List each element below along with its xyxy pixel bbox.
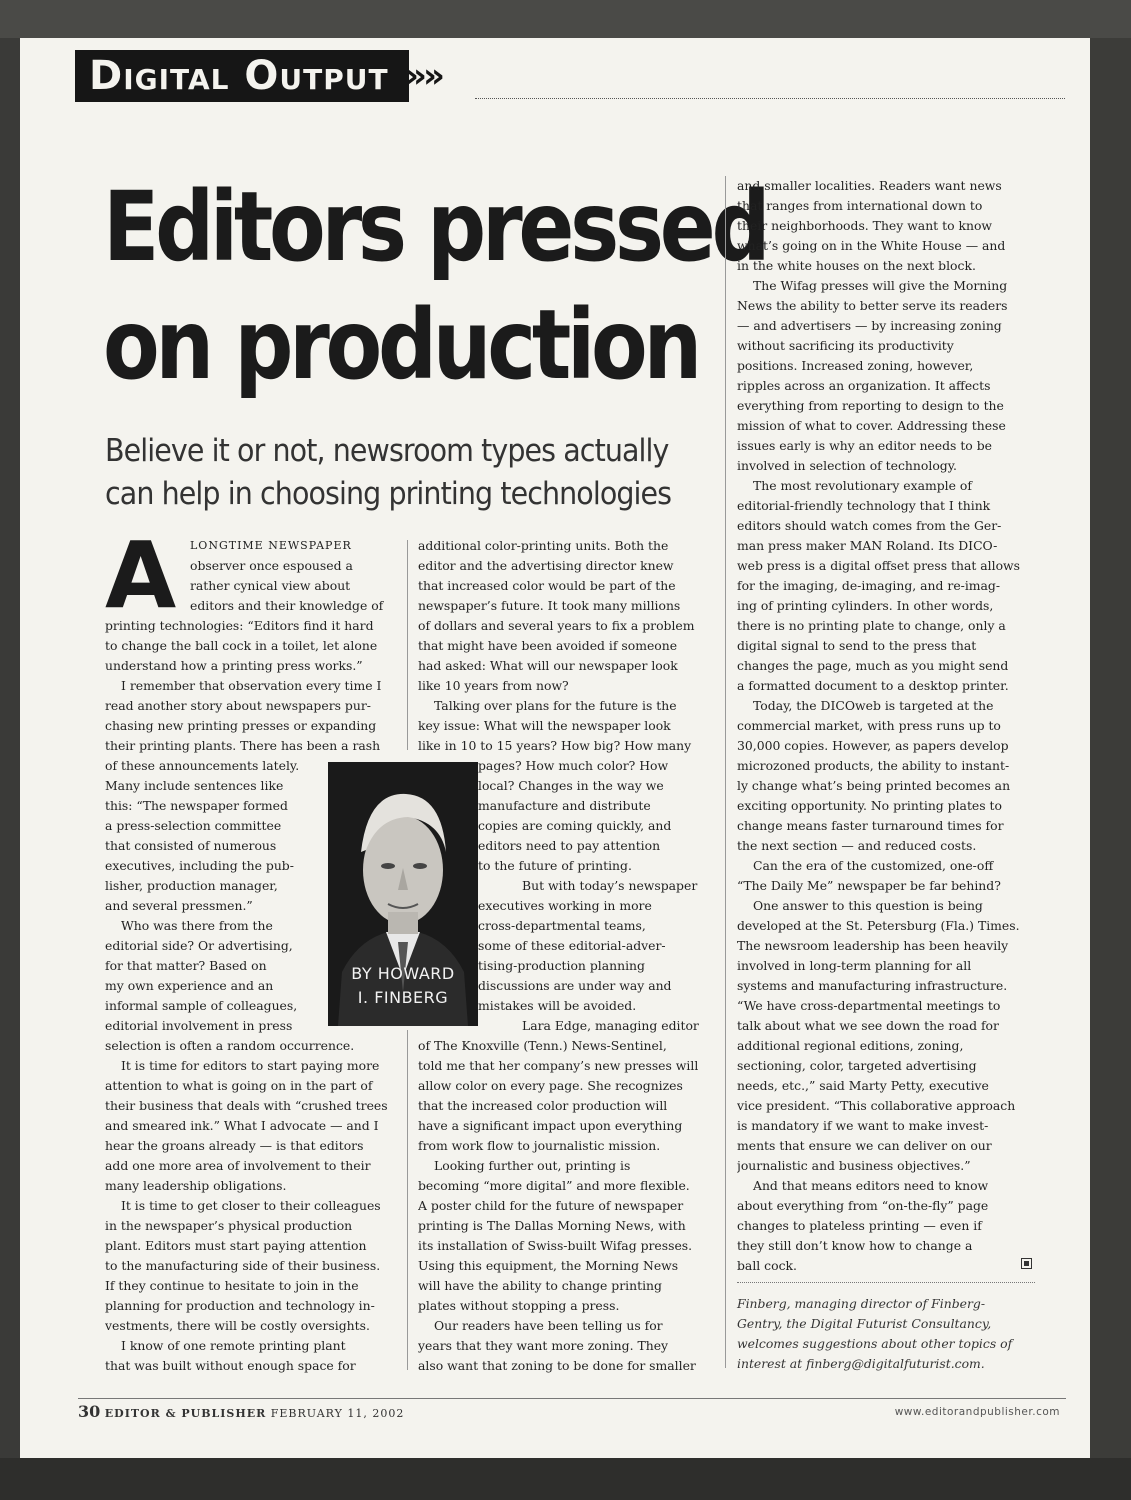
text-line: many leadership obligations.	[105, 1178, 287, 1193]
drop-cap: A	[105, 522, 177, 629]
text-line: involved in long-term planning for all	[737, 958, 972, 973]
text-line: will have the ability to change printing	[418, 1278, 662, 1293]
text-line: digital signal to send to the press that	[737, 638, 977, 653]
text-line: manufacture and distribute	[478, 798, 651, 813]
text-line: One answer to this question is being	[753, 898, 983, 913]
text-line: read another story about newspapers pur-	[105, 698, 371, 713]
text-line: from work flow to journalistic mission.	[418, 1138, 661, 1153]
text-line: Talking over plans for the future is the	[434, 698, 677, 713]
byline	[328, 962, 478, 1010]
text-line: ly change what’s being printed becomes an	[737, 778, 1011, 793]
text-line: about everything from “on-the-fly” page	[737, 1198, 989, 1213]
text-line: Our readers have been telling us for	[434, 1318, 663, 1333]
text-line: change means faster turnaround times for	[737, 818, 1004, 833]
text-line: exciting opportunity. No printing plates to	[737, 798, 1002, 813]
text-line: I remember that observation every time I	[121, 678, 382, 693]
text-line: The Wifag presses will give the Morning	[753, 278, 1008, 293]
text-line: editors and their knowledge of	[190, 598, 384, 613]
text-line: talk about what we see down the road for	[737, 1018, 999, 1033]
scan-border-right	[1090, 38, 1131, 1458]
text-line: ripples across an organization. It affects	[737, 378, 991, 393]
text-line: they still don’t know how to change a	[737, 1238, 973, 1253]
text-line: cross-departmental teams,	[478, 918, 646, 933]
text-line: understand how a printing press works.”	[105, 658, 363, 673]
text-line: — and advertisers — by increasing zoning	[737, 318, 1002, 333]
text-line: and several pressmen.”	[105, 898, 253, 913]
text-line: developed at the St. Petersburg (Fla.) Times.	[737, 918, 1020, 933]
text-line: without sacrificing its productivity	[737, 338, 954, 353]
footer-rule	[78, 1398, 1066, 1399]
text-line: executives working in more	[478, 898, 652, 913]
text-line: ball cock.	[737, 1258, 797, 1273]
text-line: of The Knoxville (Tenn.) News-Sentinel,	[418, 1038, 667, 1053]
text-line: executives, including the pub-	[105, 858, 294, 873]
text-line: web press is a digital offset press that allows	[737, 558, 1021, 573]
byline-line-2: I. FINBERG	[357, 988, 449, 1007]
text-line: issues early is why an editor needs to be	[737, 438, 992, 453]
text-line: a press-selection committee	[105, 818, 282, 833]
deck-line-2: can help in choosing printing technologies	[105, 476, 672, 512]
text-line: commercial market, with press runs up to	[737, 718, 1001, 733]
text-line: rather cynical view about	[190, 578, 351, 593]
text-line: years that they want more zoning. They	[418, 1338, 669, 1353]
text-line: its installation of Swiss-built Wifag presses.	[418, 1238, 693, 1253]
text-line: additional regional editions, zoning,	[737, 1038, 964, 1053]
end-mark-icon	[1021, 1258, 1032, 1269]
bio-line: Gentry, the Digital Futurist Consultancy,	[737, 1316, 992, 1331]
text-line: plates without stopping a press.	[418, 1298, 620, 1313]
headline-line-1: Editors pressed	[103, 171, 767, 283]
text-line: mistakes will be avoided.	[478, 998, 637, 1013]
text-line: attention to what is going on in the part of	[105, 1078, 373, 1093]
text-line: systems and manufacturing infrastructure.	[737, 978, 1008, 993]
text-line: my own experience and an	[105, 978, 274, 993]
deck	[105, 430, 675, 516]
scan-border-bottom	[0, 1458, 1131, 1500]
text-line: a formatted document to a desktop printer.	[737, 678, 1009, 693]
text-line: “We have cross-departmental meetings to	[737, 998, 1001, 1013]
publication-name: EDITOR & PUBLISHER	[104, 1407, 267, 1420]
text-line: of these announcements lately.	[105, 758, 300, 773]
double-chevron-icon: »»	[405, 56, 441, 96]
text-line: I know of one remote printing plant	[121, 1338, 346, 1353]
text-line: vice president. “This collaborative approach	[737, 1098, 1016, 1113]
text-line: selection is often a random occurrence.	[105, 1038, 355, 1053]
text-line: in the newspaper’s physical production	[105, 1218, 353, 1233]
text-line: have a significant impact upon everything	[418, 1118, 683, 1133]
text-line: their printing plants. There has been a rash	[105, 738, 381, 753]
page-number: 30	[78, 1402, 101, 1421]
text-line: hear the groans already — is that editors	[105, 1138, 364, 1153]
text-line: this: “The newspaper formed	[105, 798, 288, 813]
text-line: And that means editors need to know	[753, 1178, 989, 1193]
column-rule	[725, 176, 726, 1368]
text-line: chasing new printing presses or expanding	[105, 718, 377, 733]
text-line: Looking further out, printing is	[434, 1158, 631, 1173]
text-line: informal sample of colleagues,	[105, 998, 298, 1013]
bio-line: welcomes suggestions about other topics of	[737, 1336, 1013, 1351]
text-line: for the imaging, de-imaging, and re-imag-	[737, 578, 1001, 593]
text-line: the next section — and reduced costs.	[737, 838, 977, 853]
text-line: that increased color would be part of the	[418, 578, 676, 593]
section-rule	[475, 98, 1065, 99]
text-line: allow color on every page. She recognizes	[418, 1078, 683, 1093]
text-line: to the future of printing.	[478, 858, 632, 873]
text-line: The newsroom leadership has been heavily	[737, 938, 1009, 953]
text-line: that might have been avoided if someone	[418, 638, 678, 653]
deck-line-1: Believe it or not, newsroom types actually	[105, 433, 669, 469]
text-line: also want that zoning to be done for smaller	[418, 1358, 696, 1373]
text-line: some of these editorial-adver-	[478, 938, 666, 953]
text-line: their neighborhoods. They want to know	[737, 218, 993, 233]
text-line: and smaller localities. Readers want news	[737, 178, 1002, 193]
text-line: Today, the DICOweb is targeted at the	[753, 698, 994, 713]
text-line: is mandatory if we want to make invest-	[737, 1118, 989, 1133]
text-line: changes the page, much as you might send	[737, 658, 1009, 673]
headline	[103, 168, 767, 404]
text-line: Lara Edge, managing editor	[522, 1018, 699, 1033]
text-line: in the white houses on the next block.	[737, 258, 976, 273]
text-line: of dollars and several years to fix a problem	[418, 618, 695, 633]
section-header	[75, 50, 1065, 102]
text-line: editorial side? Or advertising,	[105, 938, 293, 953]
byline-line-1: BY HOWARD	[351, 964, 455, 983]
text-line: planning for production and technology in-	[105, 1298, 375, 1313]
text-line: tising-production planning	[478, 958, 645, 973]
text-line: local? Changes in the way we	[478, 778, 664, 793]
text-line: editorial-friendly technology that I think	[737, 498, 991, 513]
text-line: to the manufacturing side of their business.	[105, 1258, 381, 1273]
text-line: that consisted of numerous	[105, 838, 277, 853]
text-line: pages? How much color? How	[478, 758, 669, 773]
text-line: plant. Editors must start paying attention	[105, 1238, 367, 1253]
text-line: If they continue to hesitate to join in the	[105, 1278, 359, 1293]
text-line: positions. Increased zoning, however,	[737, 358, 974, 373]
text-line: sectioning, color, targeted advertising	[737, 1058, 977, 1073]
text-line: A poster child for the future of newspaper	[418, 1198, 684, 1213]
bio-line: interest at finberg@digitalfuturist.com.	[737, 1356, 985, 1371]
text-line: LONGTIME NEWSPAPER	[190, 539, 352, 552]
text-line: ments that ensure we can deliver on our	[737, 1138, 992, 1153]
text-line: key issue: What will the newspaper look	[418, 718, 671, 733]
author-bio	[737, 1294, 1035, 1374]
scan-border-top	[0, 0, 1131, 38]
text-line: like in 10 to 15 years? How big? How many	[418, 738, 692, 753]
text-line: for that matter? Based on	[105, 958, 267, 973]
text-line: and smeared ink.” What I advocate — and I	[105, 1118, 379, 1133]
text-line: lisher, production manager,	[105, 878, 278, 893]
issue-date: FEBRUARY 11, 2002	[270, 1407, 405, 1420]
column-rule	[407, 1030, 408, 1370]
text-line: to change the ball cock in a toilet, let alone	[105, 638, 378, 653]
text-line: that ranges from international down to	[737, 198, 983, 213]
text-line: microzoned products, the ability to instant-	[737, 758, 1010, 773]
text-line: Using this equipment, the Morning News	[418, 1258, 679, 1273]
text-line: additional color-printing units. Both the	[418, 538, 669, 553]
text-line: editor and the advertising director knew	[418, 558, 674, 573]
author-photo	[328, 762, 478, 1026]
text-line: mission of what to cover. Addressing these	[737, 418, 1006, 433]
text-line: printing is The Dallas Morning News, with	[418, 1218, 686, 1233]
text-line: It is time to get closer to their colleagues	[121, 1198, 381, 1213]
section-title: Digital Output	[75, 50, 409, 102]
bio-rule	[737, 1282, 1035, 1283]
text-line: printing technologies: “Editors find it hard	[105, 618, 374, 633]
text-line: editorial involvement in press	[105, 1018, 293, 1033]
text-line: that the increased color production will	[418, 1098, 668, 1113]
text-line: “The Daily Me” newspaper be far behind?	[737, 878, 1001, 893]
text-line: editors need to pay attention	[478, 838, 661, 853]
text-line: changes to plateless printing — even if	[737, 1218, 982, 1233]
text-line: their business that deals with “crushed trees	[105, 1098, 388, 1113]
text-line: ing of printing cylinders. In other words,	[737, 598, 994, 613]
folio	[78, 1402, 404, 1421]
text-line: copies are coming quickly, and	[478, 818, 672, 833]
bio-line: Finberg, managing director of Finberg-	[737, 1296, 986, 1311]
text-line: vestments, there will be costly oversights.	[105, 1318, 370, 1333]
text-line: discussions are under way and	[478, 978, 672, 993]
text-line: Many include sentences like	[105, 778, 284, 793]
text-line: But with today’s newspaper	[522, 878, 698, 893]
text-line: Who was there from the	[121, 918, 273, 933]
text-line: journalistic and business objectives.”	[737, 1158, 971, 1173]
column-rule	[407, 540, 408, 750]
text-line: observer once espoused a	[190, 558, 353, 573]
text-line: becoming “more digital” and more flexible.	[418, 1178, 690, 1193]
text-line: there is no printing plate to change, only a	[737, 618, 1006, 633]
text-line: everything from reporting to design to the	[737, 398, 1004, 413]
text-line: 30,000 copies. However, as papers develop	[737, 738, 1009, 753]
text-line: needs, etc.,” said Marty Petty, executive	[737, 1078, 989, 1093]
text-line: newspaper’s future. It took many millions	[418, 598, 681, 613]
text-line: what’s going on in the White House — and	[737, 238, 1006, 253]
headline-line-2: on production	[103, 289, 698, 401]
publisher-url[interactable]: www.editorandpublisher.com	[894, 1406, 1060, 1418]
text-line: It is time for editors to start paying more	[121, 1058, 380, 1073]
text-line: told me that her company’s new presses will	[418, 1058, 699, 1073]
text-line: had asked: What will our newspaper look	[418, 658, 678, 673]
text-line: News the ability to better serve its readers	[737, 298, 1008, 313]
text-line: that was built without enough space for	[105, 1358, 356, 1373]
text-line: The most revolutionary example of	[753, 478, 972, 493]
text-line: man press maker MAN Roland. Its DICO-	[737, 538, 998, 553]
text-line: Can the era of the customized, one-off	[753, 858, 994, 873]
text-line: involved in selection of technology.	[737, 458, 957, 473]
text-line: like 10 years from now?	[418, 678, 569, 693]
article-column-3	[737, 176, 1035, 1276]
text-line: add one more area of involvement to their	[105, 1158, 371, 1173]
text-line: editors should watch comes from the Ger-	[737, 518, 1002, 533]
